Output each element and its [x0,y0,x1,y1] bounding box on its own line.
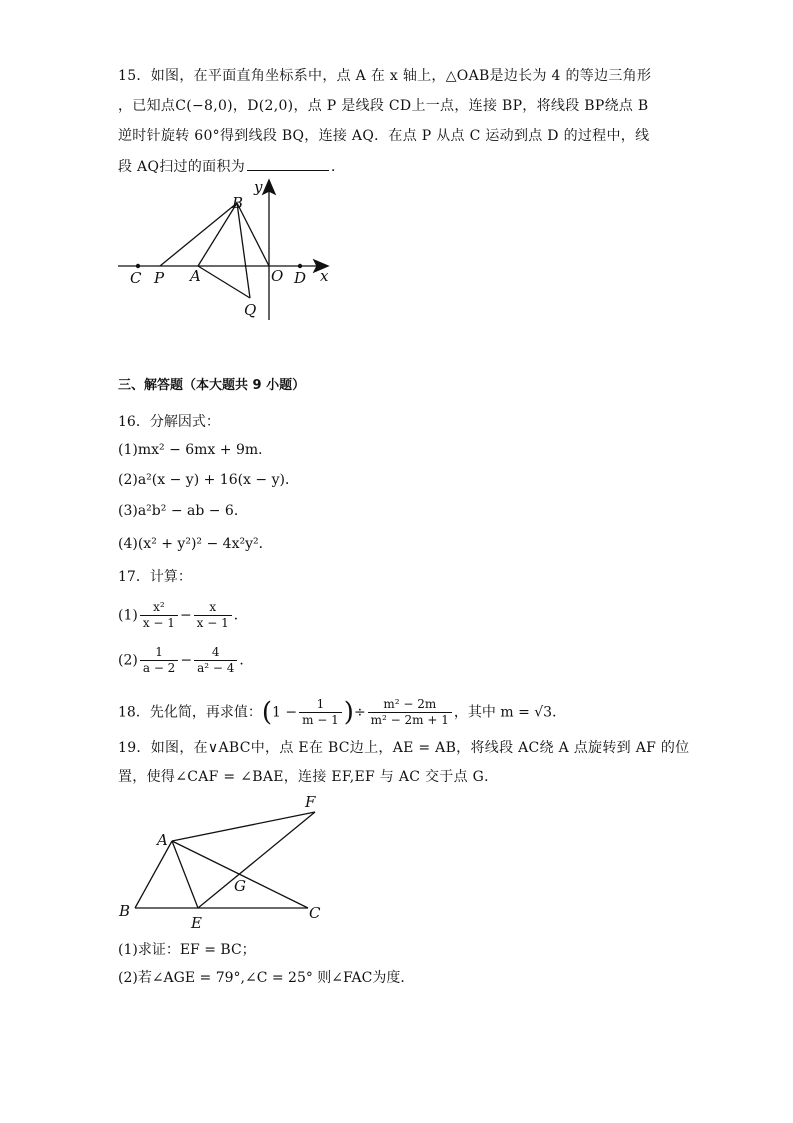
segment-AQ [198,266,250,298]
q16-part-2: (2)a²(x − y) + 16(x − y)． [118,472,299,488]
q17-title: 17．计算： [118,569,192,585]
fraction-denominator: x − 1 [196,616,229,630]
segment-EF [198,812,315,908]
fraction-numerator: 4 [194,645,237,661]
q17-p2-label: (2) [118,652,138,669]
q15-line-4-text: 段 AQ扫过的面积为 [118,159,246,175]
period: ． [233,607,248,624]
q15-figure [110,170,350,325]
segment-PB [160,203,237,266]
label-C: C [309,904,321,922]
q17-part-1 [118,600,248,631]
right-paren: ) [343,697,354,728]
q19-part-1: (1)求证：EF = BC； [118,942,256,958]
label-B: B [119,902,131,920]
period: ． [239,652,254,669]
point-C [136,264,140,268]
q16-part-1: (1)mx² − 6mx + 9m． [118,442,273,458]
label-F: F [305,793,316,811]
label-y: y [254,178,263,196]
q15-line-4-end: ． [331,159,346,175]
q17-p1-fraction-2 [194,600,232,631]
q15-line-1: 15．如图，在平面直角坐标系中，点 A 在 x 轴上，△OAB是边长为 4 的等边三角形 [118,68,652,84]
q15-line-2: ，已知点C(−8,0)，D(2,0)，点 P 是线段 CD上一点，连接 BP，将线段 BP绕点 B [118,98,649,114]
point-D [298,264,302,268]
q18-line [118,697,566,728]
divide-sign: ÷ [353,704,366,721]
q18-lead: 18．先化简，再求值： [118,704,262,721]
q18-one-minus: 1 − [271,704,298,721]
label-A: A [190,267,201,285]
fraction-numerator: 1 [140,645,178,661]
q17-p2-fraction-1 [140,645,178,676]
fraction-denominator: m − 1 [302,713,339,727]
fraction-numerator: x [194,600,232,616]
label-G: G [234,877,246,895]
segment-AB [135,841,172,908]
segment-BQ [237,203,250,298]
q16-part-3: (3)a²b² − ab − 6． [118,503,248,519]
label-E: E [191,914,202,932]
segment-AE [172,841,198,908]
q18-tail: ，其中 m = √3． [453,704,567,721]
fraction-numerator: m² − 2m [368,697,452,713]
label-D: D [294,269,307,287]
q16-part-4: (4)(x² + y²)² − 4x²y²． [118,536,273,552]
fraction-denominator: a² − 4 [197,661,235,675]
q16-title: 16．分解因式： [118,414,220,430]
q19-line-1: 19．如图，在∨ABC中，点 E在 BC边上，AE = AB，将线段 AC绕 A 点旋转到 AF 的位 [118,740,690,756]
q17-p2-fraction-2 [194,645,237,676]
label-O: O [271,267,284,285]
q18-fraction-1 [299,697,342,728]
label-B: B [232,194,244,212]
fraction-numerator: 1 [299,697,342,713]
label-P: P [154,269,165,287]
label-Q: Q [244,301,257,319]
left-paren: ( [261,697,272,728]
q19-figure [112,790,332,935]
label-A: A [157,831,168,849]
fraction-denominator: m² − 2m + 1 [370,713,449,727]
fraction-denominator: x − 1 [142,616,175,630]
label-x: x [320,267,329,285]
q18-fraction-2 [368,697,452,728]
answer-blank [247,156,329,171]
fraction-numerator: x² [140,600,178,616]
q19-line-2: 置，使得∠CAF = ∠BAE，连接 EF,EF 与 AC 交于点 G． [118,769,499,785]
segment-AB [198,203,237,266]
q19-part-2: (2)若∠AGE = 79°,∠C = 25° 则∠FAC为度． [118,970,415,986]
segment-AF [172,812,315,841]
q15-line-3: 逆时针旋转 60°得到线段 BQ，连接 AQ．在点 P 从点 C 运动到点 D 的过程中，线 [118,128,650,144]
fraction-denominator: a − 2 [142,661,176,675]
segment-AC [172,841,308,908]
section-heading: 三、解答题（本大题共 9 小题） [118,378,306,393]
minus-sign: − [180,652,193,669]
q17-p1-label: (1) [118,607,138,624]
q17-part-2 [118,645,253,676]
minus-sign: − [179,607,192,624]
label-C: C [130,269,142,287]
q17-p1-fraction-1 [140,600,178,631]
